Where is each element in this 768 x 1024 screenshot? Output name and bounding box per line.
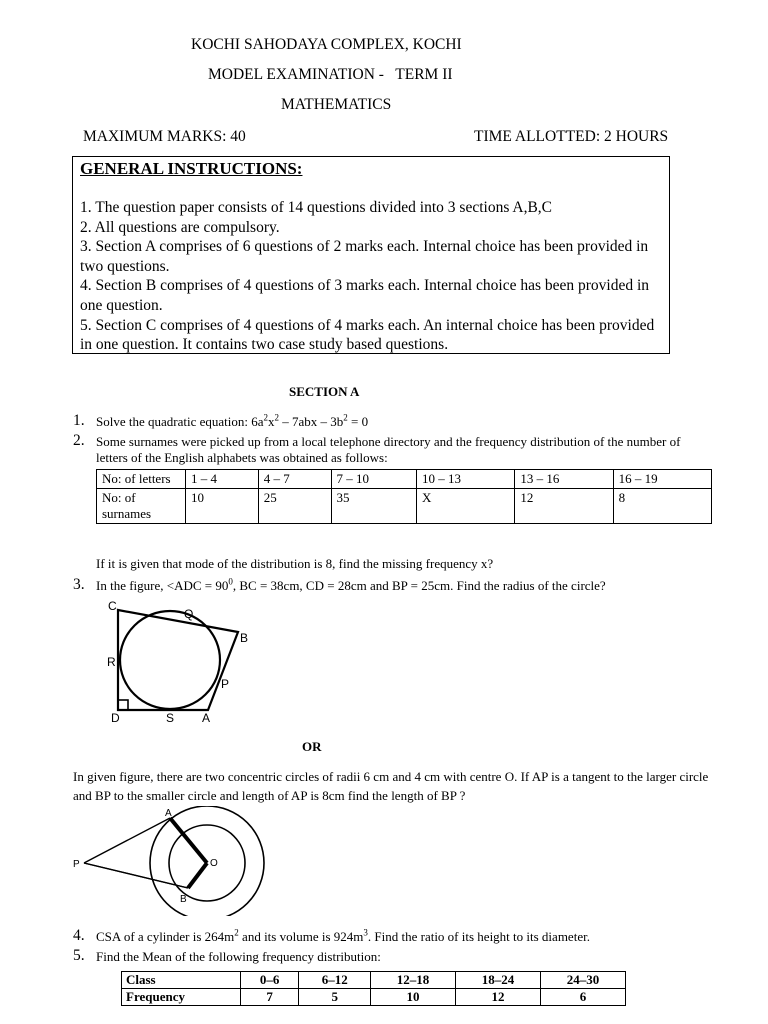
label-s: S bbox=[166, 711, 175, 724]
table-cell: 13 – 16 bbox=[515, 470, 613, 489]
label-b: B bbox=[180, 894, 187, 905]
table-row bbox=[122, 972, 626, 989]
incircle bbox=[120, 611, 220, 709]
question-3-alternative-text: In given figure, there are two concentric circles of radii 6 cm and 4 cm with centre O. If AP is a tangent to the larger circle and BP to the smaller circle and length of AP is 8cm find the length of BP ? bbox=[73, 769, 709, 803]
table-row bbox=[122, 989, 626, 1006]
question-3-text: In the figure, $<ADC = 90^0$, BC = 38cm, CD = 28cm and BP = 25cm. Find the radius of the circle? bbox=[96, 576, 606, 593]
subject-title: MATHEMATICS bbox=[281, 96, 392, 113]
label-p: P bbox=[221, 677, 230, 691]
exam-title: MODEL EXAMINATION - TERM II bbox=[208, 66, 453, 83]
question-number: 2. bbox=[73, 432, 85, 449]
question-number: 3. bbox=[73, 576, 85, 593]
or-divider: OR bbox=[302, 739, 322, 754]
radius-ob bbox=[188, 863, 207, 888]
label-b: B bbox=[240, 631, 249, 645]
table-cell: 7 – 10 bbox=[331, 470, 417, 489]
segment-pb bbox=[84, 863, 188, 888]
table-cell: 10 bbox=[371, 989, 456, 1006]
label-a: A bbox=[202, 711, 211, 724]
instruction-item: 3. Section A comprises of 6 questions of 2 marks each. Internal choice has been provided in two questions. bbox=[80, 238, 649, 275]
table-cell: 16 – 19 bbox=[613, 470, 711, 489]
table-cell: Class bbox=[122, 972, 241, 989]
table-row bbox=[97, 489, 712, 524]
max-marks: MAXIMUM MARKS: 40 bbox=[83, 128, 246, 145]
table-cell: 18–24 bbox=[456, 972, 541, 989]
question-2-followup: If it is given that mode of the distribution is 8, find the missing frequency x? bbox=[96, 556, 494, 571]
table-cell: X bbox=[417, 489, 515, 524]
table-cell: 35 bbox=[331, 489, 417, 524]
quadrilateral-incircle-figure bbox=[100, 596, 260, 724]
instructions-box bbox=[72, 156, 670, 354]
table-cell: 12 bbox=[456, 989, 541, 1006]
tangent-ap bbox=[84, 818, 170, 863]
mean-frequency-table bbox=[121, 971, 626, 1006]
question-number: 4. bbox=[73, 927, 85, 944]
concentric-circles-figure bbox=[70, 806, 280, 916]
table-row bbox=[97, 470, 712, 489]
table-cell: 24–30 bbox=[541, 972, 626, 989]
question-2-text: Some surnames were picked up from a local telephone directory and the frequency distribution of the number of letters of the English alphabets was obtained as follows: bbox=[96, 434, 681, 465]
instruction-item: 2. All questions are compulsory. bbox=[80, 218, 280, 236]
instruction-item: 4. Section B comprises of 4 questions of 3 marks each. Internal choice has been provided in one question. bbox=[80, 277, 650, 314]
school-title: KOCHI SAHODAYA COMPLEX, KOCHI bbox=[191, 36, 462, 53]
table-cell: 6 bbox=[541, 989, 626, 1006]
label-o: O bbox=[210, 858, 218, 869]
question-number: 5. bbox=[73, 947, 85, 964]
instruction-item: 1. The question paper consists of 14 questions divided into 3 sections A,B,C bbox=[80, 199, 553, 216]
instructions-title: GENERAL INSTRUCTIONS: bbox=[80, 159, 303, 178]
table-cell: 8 bbox=[613, 489, 711, 524]
table-cell: 0–6 bbox=[241, 972, 299, 989]
section-a-title: SECTION A bbox=[289, 384, 360, 399]
label-p: P bbox=[73, 859, 80, 870]
right-angle-mark bbox=[118, 700, 128, 710]
label-c: C bbox=[108, 599, 117, 613]
label-a: A bbox=[165, 808, 172, 819]
label-q: Q bbox=[184, 607, 194, 621]
table-cell: 5 bbox=[299, 989, 371, 1006]
table-cell: 25 bbox=[258, 489, 331, 524]
table-cell: Frequency bbox=[122, 989, 241, 1006]
table-cell: 7 bbox=[241, 989, 299, 1006]
instruction-item: 5. Section C comprises of 4 questions of 4 marks each. An internal choice has been provided in one question. It contains two case study based questions. bbox=[80, 316, 655, 354]
table-cell: No: of letters bbox=[97, 470, 186, 489]
time-allotted: TIME ALLOTTED: 2 HOURS bbox=[474, 128, 669, 145]
table-cell: 12 bbox=[515, 489, 613, 524]
table-cell: 10 – 13 bbox=[417, 470, 515, 489]
letters-frequency-table bbox=[96, 469, 712, 524]
table-cell: 6–12 bbox=[299, 972, 371, 989]
table-cell: 10 bbox=[186, 489, 259, 524]
instructions-list bbox=[80, 198, 665, 355]
label-d: D bbox=[111, 711, 120, 724]
question-4-text: CSA of a cylinder is $264m^2$ and its volume is $924m^3$. Find the ratio of its height to its diameter. bbox=[96, 927, 590, 944]
table-cell: 12–18 bbox=[371, 972, 456, 989]
question-number: 1. bbox=[73, 412, 85, 429]
table-cell: No: of surnames bbox=[97, 489, 186, 524]
question-5-text: Find the Mean of the following frequency distribution: bbox=[96, 949, 381, 964]
label-r: R bbox=[107, 655, 116, 669]
table-cell: 4 – 7 bbox=[258, 470, 331, 489]
table-cell: 1 – 4 bbox=[186, 470, 259, 489]
question-1-text: Solve the quadratic equation: $6a^2x^2 - 7abx - 3b^2 = 0$ bbox=[96, 412, 369, 429]
